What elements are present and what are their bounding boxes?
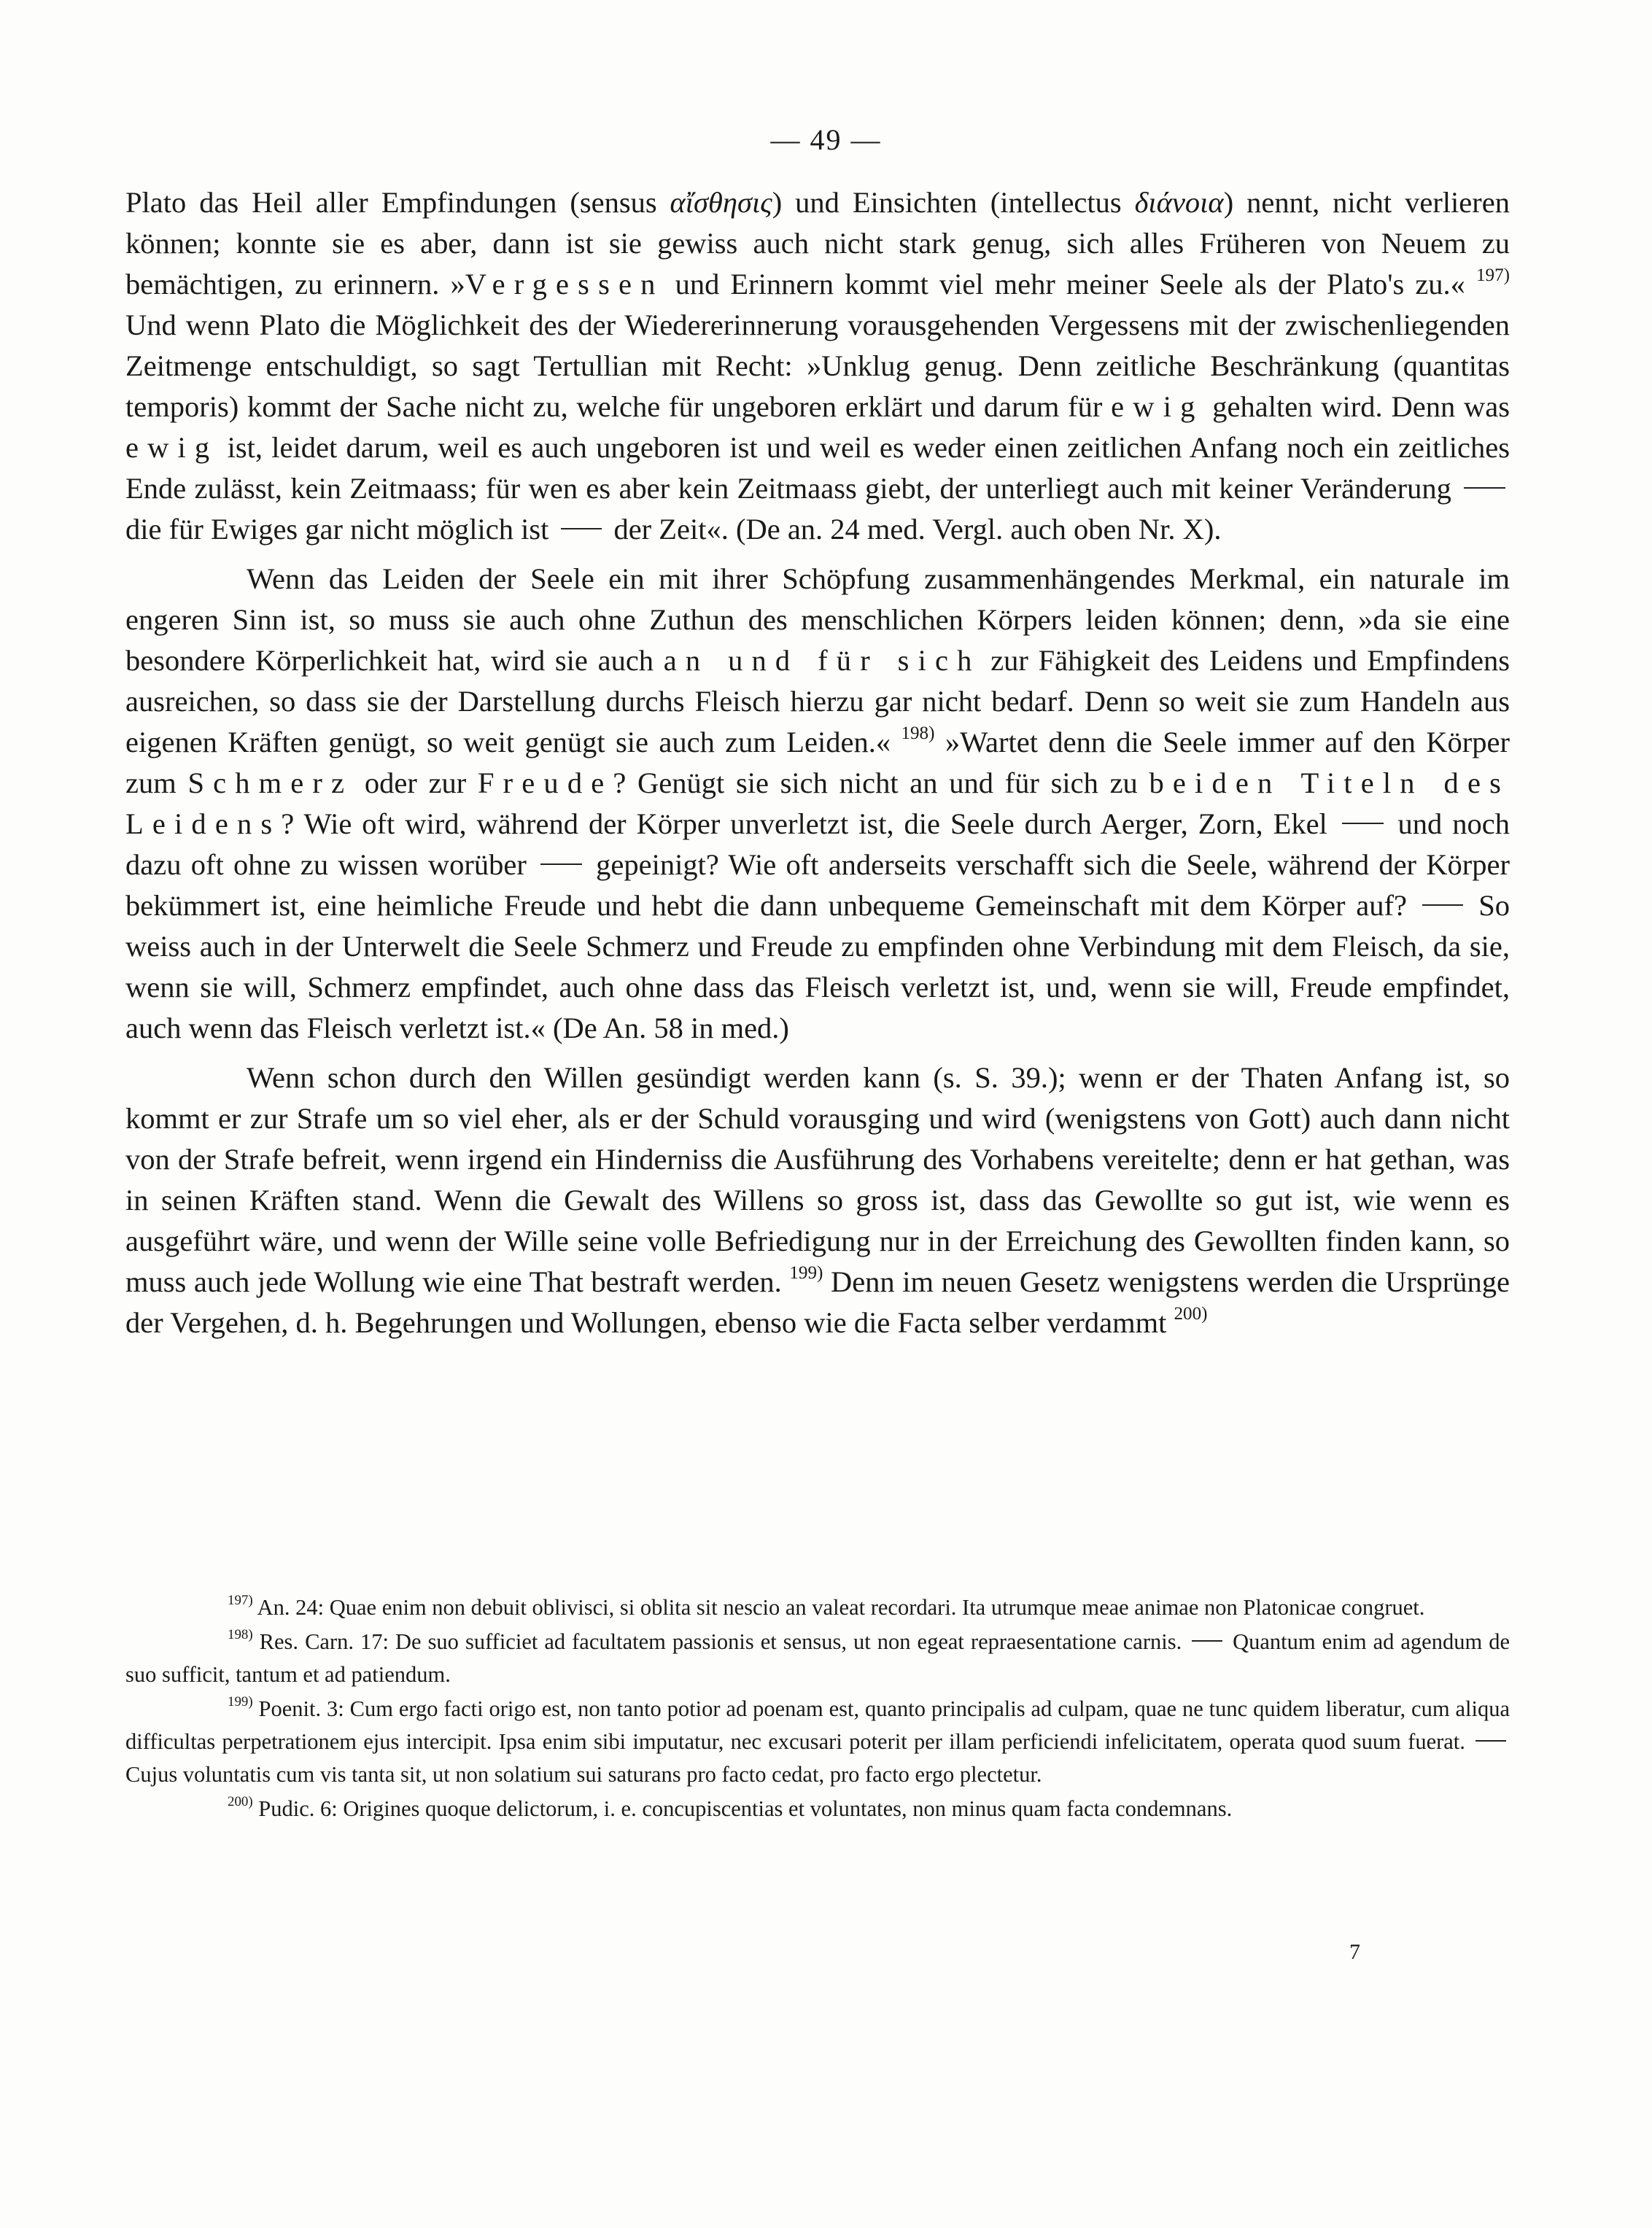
text-run: Denn im neuen Gesetz wenigstens werden die Ursprünge der Vergehen, d. h. Begehrungen und Wollungen, ebenso wie die Facta selber verdammt <box>125 1265 1510 1339</box>
emphasis-spaced: Vergessen <box>465 268 664 300</box>
dash-rule <box>1422 904 1464 906</box>
page-number: — 49 — <box>770 123 882 156</box>
footnote-ref: 199) <box>228 1694 253 1710</box>
footnote-ref: 199) <box>789 1262 823 1283</box>
dash-rule <box>540 863 582 865</box>
text-run: ) und Einsichten (intellectus <box>772 186 1135 219</box>
footnote <box>125 1793 1510 1825</box>
text-run: Plato das Heil aller Empfindungen (sensus <box>125 186 670 219</box>
footnote <box>125 1591 1510 1624</box>
text-run: So weiss auch in der Unterwelt die Seele Schmerz und Freude zu empfinden ohne Verbindung mit dem Fleisch, da sie, wenn sie will, Schmerz empfindet, auch ohne dass das Fleisch verletzt ist, und, wenn sie will, Freude empfindet, auch wenn das Fleisch verletzt ist.« (De An. 58 in med.) <box>125 889 1510 1044</box>
dash-rule <box>1464 487 1505 489</box>
emphasis-spaced: ewig <box>125 431 219 464</box>
emphasis-spaced: an und für sich <box>663 644 981 677</box>
emphasis-spaced: Freude <box>477 766 613 799</box>
text-run: die für Ewiges gar nicht möglich ist <box>125 513 557 546</box>
text-run: ? Wie oft wird, während der Körper unverletzt ist, die Seele durch Aerger, Zorn, Ekel <box>281 807 1338 840</box>
paragraph <box>125 1057 1510 1343</box>
emphasis-spaced: ewig <box>1111 390 1204 423</box>
footnote-ref: 198) <box>228 1627 253 1643</box>
greek-term: διάνοια <box>1134 186 1224 219</box>
greek-term: αἴσθησις <box>670 186 772 219</box>
paragraph <box>125 182 1510 550</box>
footnote-ref: 200) <box>228 1794 253 1810</box>
text-run: oder zur <box>353 766 478 799</box>
text-run: Res. Carn. 17: De suo sufficiet ad facultatem passionis et sensus, ut non egeat repraesentatione carnis. <box>252 1629 1189 1654</box>
dash-rule <box>1342 823 1384 824</box>
footnote <box>125 1626 1510 1691</box>
text-run: ist, leidet darum, weil es auch ungeboren ist und weil es weder einen zeitlichen Anfang noch ein zeitliches Ende zulässt, kein Zeitmaass; für wen es aber kein Zeitmaass giebt, der unterliegt auch mit keiner Veränderung <box>125 431 1510 505</box>
text-run: ? Genügt sie sich nicht an und für sich zu <box>613 766 1149 799</box>
text-run: Wenn schon durch den Willen gesündigt werden kann (s. S. 39.); wenn er der Thaten Anfang ist, so kommt er zur Strafe um so viel eher, als er der Schuld vorausging und wird (wenigstens von Gott) auch dann nicht von der Strafe befreit, wenn irgend ein Hinderniss die Ausführung des Vorhabens vereitelte; denn er hat gethan, was in seinen Kräften stand. Wenn die Gewalt des Willens so gross ist, dass das Gewollte so gut ist, wie wenn es ausgeführt wäre, und wenn der Wille seine volle Befriedigung nur in der Erreichung des Gewollten finden kann, so muss auch jede Wollung wie eine That bestraft werden. <box>125 1061 1510 1298</box>
footnotes <box>125 1591 1510 1827</box>
dash-rule <box>561 528 602 529</box>
emphasis-spaced: beiden Titeln des Leidens <box>125 766 1510 840</box>
main-text <box>125 182 1510 1352</box>
text-run: und noch dazu oft ohne zu wissen worüber <box>125 807 1510 881</box>
text-run: Quantum enim ad agendum de suo sufficit, tantum et ad patiendum. <box>125 1629 1511 1687</box>
text-run: gehalten wird. Denn was <box>1203 390 1510 423</box>
footnote-ref: 197) <box>228 1593 253 1609</box>
text-run: Wenn das Leiden der Seele ein mit ihrer Schöpfung zusammenhängendes Merkmal, ein naturale im engeren Sinn ist, so muss sie auch ohne Zuthun des menschlichen Körpers leiden können; denn, »da sie eine besondere Körperlichkeit hat, wird sie auch <box>125 562 1510 677</box>
text-run: zur Fähigkeit des Leidens und Empfindens ausreichen, so dass sie der Darstellung durchs Fleisch hierzu gar nicht bedarf. Denn so weit sie zum Handeln aus eigenen Kräften genügt, so weit genügt sie auch zum Leiden.« <box>125 644 1510 758</box>
footnote <box>125 1693 1510 1791</box>
emphasis-spaced: Schmerz <box>187 766 354 799</box>
footnote-ref: 197) <box>1475 265 1510 285</box>
signature-mark: 7 <box>1349 1940 1360 1964</box>
text-run: gepeinigt? Wie oft anderseits verschafft sich die Seele, während der Körper bekümmert ist, eine heimliche Freude und hebt die dann unbequeme Gemeinschaft mit dem Körper auf? <box>125 848 1510 922</box>
text-run: und Erinnern kommt viel mehr meiner Seele als der Plato's zu.« <box>664 268 1476 300</box>
text-run: der Zeit«. (De an. 24 med. Vergl. auch oben Nr. X). <box>606 513 1222 546</box>
dash-rule <box>1475 1740 1507 1742</box>
text-run: ) nennt, nicht verlieren können; konnte sie es aber, dann ist sie gewiss auch nicht stark genug, sich alles Früheren von Neuem zu bemächtigen, zu erinnern. » <box>125 186 1510 300</box>
text-run: Und wenn Plato die Möglichkeit des der Wiedererinnerung vorausgehenden Vergessens mit der zwischenliegenden Zeitmenge entschuldigt, so sagt Tertullian mit Recht: »Unklug genug. Denn zeitliche Beschränkung (quantitas temporis) kommt der Sache nicht zu, welche für ungeboren erklärt und darum für <box>125 308 1510 423</box>
text-run: An. 24: Quae enim non debuit oblivisci, si oblita sit nescio an valeat recordari. Ita utrumque meae animae non Platonicae congruet. <box>252 1595 1425 1620</box>
text-run: Poenit. 3: Cum ergo facti origo est, non tanto potior ad poenam est, quanto principalis ad culpam, quae ne tunc quidem liberatur, cum aliqua difficultas perpetrationem ejus intercipit. Ipsa enim sibi imputatur, nec excusari poterit per illam perficiendi infelicitatem, operata quod suum fuerat. <box>125 1696 1510 1754</box>
footnote-ref: 198) <box>901 723 935 743</box>
text-run: Pudic. 6: Origines quoque delictorum, i. e. concupiscentias et voluntates, non minus quam facta condemnans. <box>252 1796 1233 1821</box>
text-run: »Wartet denn die Seele immer auf den Körper zum <box>125 726 1510 799</box>
paragraph <box>125 559 1510 1049</box>
dash-rule <box>1192 1640 1223 1642</box>
text-run: Cujus voluntatis cum vis tanta sit, ut non solatium sui saturans pro facto cedat, pro facto ergo plectetur. <box>125 1762 1042 1787</box>
footnote-ref: 200) <box>1174 1303 1208 1324</box>
